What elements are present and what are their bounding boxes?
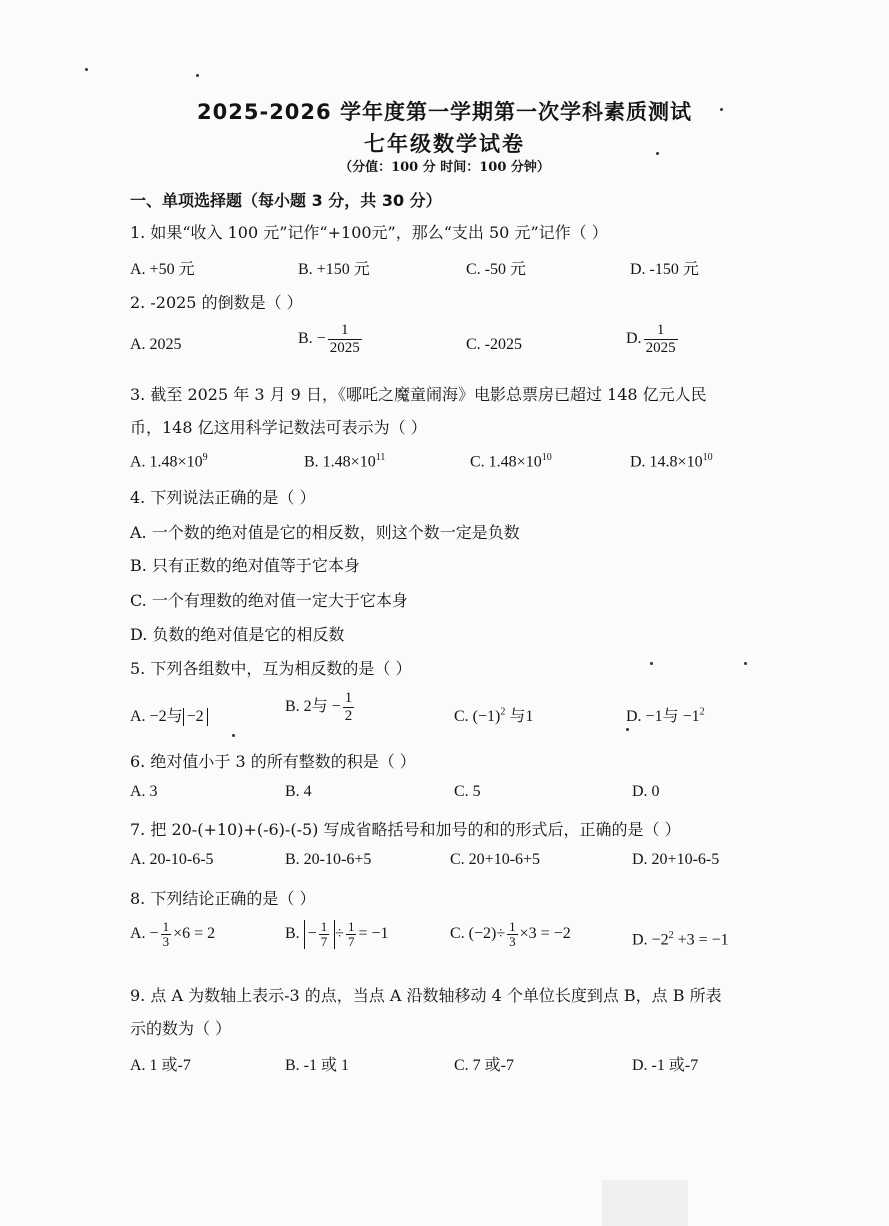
- q7-option-d: D. 20+10-6-5: [632, 851, 720, 868]
- q6-option-a: A. 3: [130, 783, 158, 800]
- question-5-stem: 5. 下列各组数中，互为相反数的是（ ）: [130, 659, 412, 678]
- question-6-stem: 6. 绝对值小于 3 的所有整数的积是（ ）: [130, 752, 416, 771]
- q5-b-fraction: $\frac{1}{2}$: [344, 690, 353, 724]
- q8-a-fraction: $\frac{1}{3}$: [162, 919, 170, 949]
- q8-c-fraction: $\frac{1}{3}$: [509, 919, 516, 949]
- q1-option-c: C. -50 元: [466, 261, 527, 278]
- q2-option-c: C. -2025: [466, 336, 522, 353]
- q5-option-b: B. 2与 − $\frac{1}{2}$: [285, 690, 353, 724]
- q2-option-a: A. 2025: [130, 336, 182, 353]
- q2-option-b: B. − $\frac{1}{2025}$: [298, 322, 360, 356]
- q7-option-b: B. 20-10-6+5: [285, 851, 372, 868]
- question-3-stem-line2: 币，148 亿这用科学记数法可表示为（ ）: [130, 418, 427, 437]
- q7-option-a: A. 20-10-6-5: [130, 851, 214, 868]
- q3-option-b: B. $1.48\times 10^{11}$: [304, 452, 386, 471]
- q4-option-b: B. 只有正数的绝对值等于它本身: [130, 556, 360, 575]
- q9-option-c: C. 7 或-7: [454, 1057, 515, 1074]
- q1-option-d: D. -150 元: [630, 261, 699, 278]
- section-heading: 一、单项选择题（每小题 3 分，共 30 分）: [130, 191, 442, 210]
- q3-option-a: A. $1.48\times 10^9$: [130, 452, 208, 471]
- q8-b-fraction: $\frac{1}{7}$: [347, 919, 355, 949]
- q3-option-c: C. $1.48\times 10^{10}$: [470, 452, 552, 471]
- q5-option-c: C. $(-1)^2$ 与1: [454, 706, 534, 725]
- scan-speck: [650, 662, 653, 665]
- q8-option-c: C. (−2)÷ $\frac{1}{3}$ ×3 = −2: [450, 919, 571, 949]
- scan-speck: [656, 152, 659, 155]
- q6-option-d: D. 0: [632, 783, 660, 800]
- q5-a-absolute-value: −2: [183, 708, 208, 726]
- q7-option-c: C. 20+10-6+5: [450, 851, 541, 868]
- question-2-stem: 2. -2025 的倒数是（ ）: [130, 293, 303, 312]
- q5-option-a: A. −2与 −2: [130, 703, 208, 726]
- question-7-stem: 7. 把 20-(+10)+(-6)-(-5) 写成省略括号和加号的和的形式后，正确的是（ ）: [130, 820, 681, 839]
- q4-option-a: A. 一个数的绝对值是它的相反数，则这个数一定是负数: [130, 523, 520, 542]
- question-8-stem: 8. 下列结论正确的是（ ）: [130, 889, 316, 908]
- scan-speck: [232, 734, 235, 737]
- scan-speck: [720, 108, 723, 111]
- q4-option-c: C. 一个有理数的绝对值一定大于它本身: [130, 591, 408, 610]
- exam-subtitle: 七年级数学试卷: [364, 132, 525, 156]
- exam-info: （分值：100 分 时间：100 分钟）: [339, 160, 550, 175]
- question-9-stem-line1: 9. 点 A 为数轴上表示-3 的点，当点 A 沿数轴移动 4 个单位长度到点 B，点 B 所表: [130, 986, 722, 1005]
- q8-option-b: B. − $\frac{1}{7}$ ÷ $\frac{1}{7}$ = −1: [285, 919, 389, 949]
- q1-option-a: A. +50 元: [130, 261, 195, 278]
- question-1-stem: 1. 如果“收入 100 元”记作“+100元”，那么“支出 50 元”记作（ ）: [130, 223, 608, 242]
- q5-option-d: D. −1与 $-1^2$: [626, 706, 705, 725]
- q4-option-d: D. 负数的绝对值是它的相反数: [130, 625, 345, 644]
- q3-option-d: D. $14.8\times 10^{10}$: [630, 452, 713, 471]
- scan-speck: [626, 728, 629, 731]
- q9-option-d: D. -1 或-7: [632, 1057, 699, 1074]
- scan-speck: [196, 74, 199, 77]
- question-9-stem-line2: 示的数为（ ）: [130, 1019, 232, 1038]
- q2-b-fraction: $\frac{1}{2025}$: [329, 322, 360, 356]
- q8-option-d: D. $-2^2 +3 = -1$: [632, 930, 729, 949]
- q8-b-absolute-value: − $\frac{1}{7}$: [304, 920, 336, 949]
- q2-d-fraction: $\frac{1}{2025}$: [645, 322, 676, 356]
- q2-option-d: D. $\frac{1}{2025}$: [626, 322, 676, 356]
- q9-option-a: A. 1 或-7: [130, 1057, 191, 1074]
- q9-option-b: B. -1 或 1: [285, 1057, 350, 1074]
- q8-option-a: A. − $\frac{1}{3}$ ×6 = 2: [130, 919, 216, 949]
- question-3-stem-line1: 3. 截至 2025 年 3 月 9 日，《哪吒之魔童闹海》电影总票房已超过 148 亿元人民: [130, 385, 707, 404]
- question-4-stem: 4. 下列说法正确的是（ ）: [130, 488, 316, 507]
- q1-option-b: B. +150 元: [298, 261, 370, 278]
- q6-option-b: B. 4: [285, 783, 312, 800]
- exam-title: 2025-2026 学年度第一学期第一次学科素质测试: [197, 100, 692, 124]
- scan-speck: [744, 662, 747, 665]
- q6-option-c: C. 5: [454, 783, 481, 800]
- scan-speck: [85, 68, 88, 71]
- scan-shadow-patch: [602, 1180, 688, 1226]
